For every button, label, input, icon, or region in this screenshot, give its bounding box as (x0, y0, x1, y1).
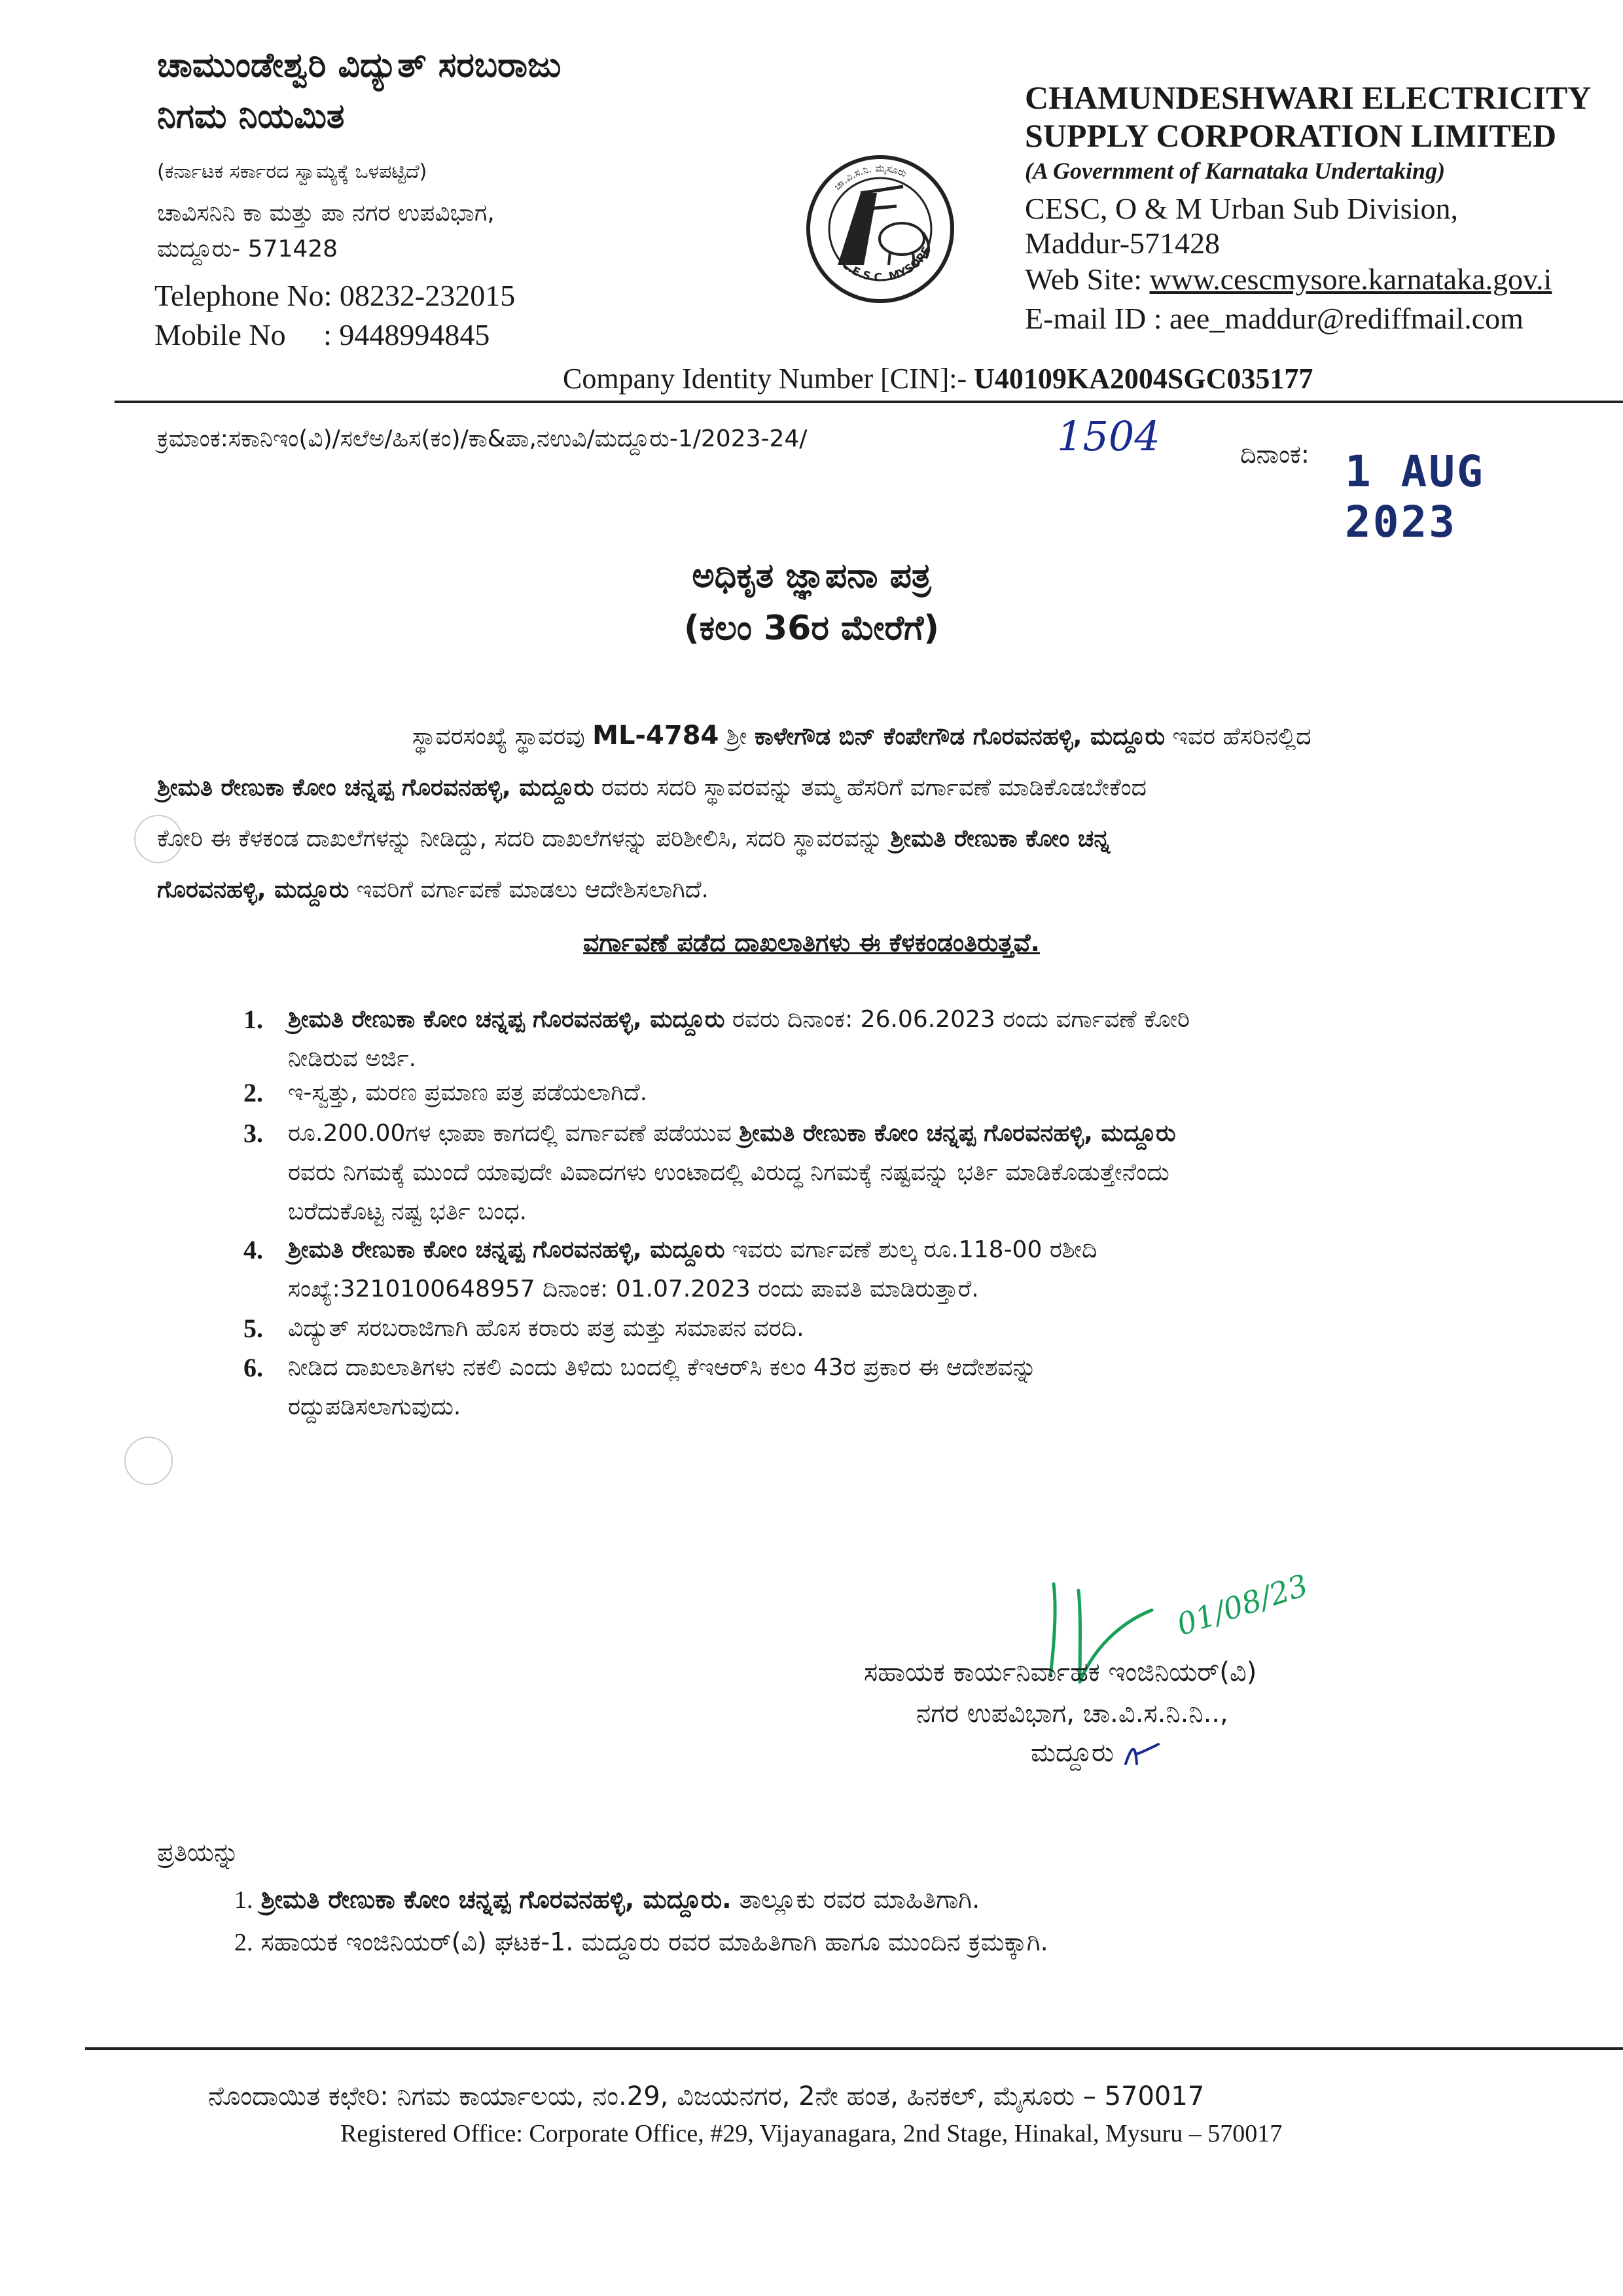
intro-line-2: ಶ್ರೀಮತಿ ರೇಣುಕಾ ಕೋಂ ಚನ್ನಪ್ಪ ಗೊರವನಹಳ್ಳಿ, ಮದ್ದೂರು ರವರು ಸದರಿ ಸ್ಥಾವರವನ್ನು ತಮ್ಮ ಹೆಸರಿಗೆ ವರ್ಗಾವಣೆ ಮಾಡಿಕೊಡಬೇಕೆಂದ (157, 774, 1147, 801)
handwritten-reference-number: 1504 (1057, 412, 1160, 460)
website-label: Web Site: (1025, 262, 1150, 296)
date-label: ದಿನಾಂಕ: (1240, 440, 1310, 469)
reference-number: ಕ್ರಮಾಂಕ:ಸಕಾನಿಇಂ(ವಿ)/ಸಲೆಅ/ಹಿಸ(ಕಂ)/ಕಾ&ಪಾ,ನಉವಿ/ಮದ್ದೂರು-1/2023-24/ (157, 425, 808, 452)
list-item: 2. ಇ-ಸ್ವತ್ತು, ಮರಣ ಪ್ರಮಾಣ ಪತ್ರ ಪಡೆಯಲಾಗಿದೆ. (243, 1078, 648, 1107)
list-item: 6. ನೀಡಿದ ದಾಖಲಾತಿಗಳು ನಕಲಿ ಎಂದು ತಿಳಿದು ಬಂದಲ್ಲಿ ಕೆಇಆರ್‌ಸಿ ಕಲಂ 43ರ ಪ್ರಕಾರ ಈ ಆದೇಶವನ್ನು ರದ್ದುಪಡಿಸಲಾಗುವುದು. (243, 1353, 1037, 1420)
org-name-kannada-line1: ಚಾಮುಂಡೇಶ್ವರಿ ವಿದ್ಯುತ್ ಸರಬರಾಜು (157, 46, 562, 85)
signatory-office: ನಗರ ಉಪವಿಭಾಗ, ಚಾ.ವಿ.ಸ.ನಿ.ನಿ.., (916, 1698, 1228, 1729)
mobile-value: : 9448994845 (323, 318, 490, 351)
org-name-english-line1: CHAMUNDESHWARI ELECTRICITY (1025, 79, 1592, 116)
intro-line-4: ಗೊರವನಹಳ್ಳಿ, ಮದ್ದೂರು ಇವರಿಗೆ ವರ್ಗಾವಣೆ ಮಾಡಲು ಆದೇಶಿಸಲಾಗಿದೆ. (157, 876, 709, 903)
signatory-place: ಮದ್ದೂರು (1031, 1738, 1162, 1770)
copies-heading: ಪ್ರತಿಯನ್ನು (157, 1838, 240, 1867)
list-item: 5. ವಿದ್ಯುತ್ ಸರಬರಾಜಿಗಾಗಿ ಹೊಸ ಕರಾರು ಪತ್ರ ಮತ್ತು ಸಮಾಪನ ವರದಿ. (243, 1314, 804, 1343)
cin-label: Company Identity Number [CIN]:- (563, 363, 974, 395)
address-kannada: ಮದ್ದೂರು- 571428 (157, 236, 338, 262)
logo-top-text: ಚಾ.ವಿ.ಸ.ನಿ. ಮೈಸೂರು (831, 162, 909, 193)
memo-subtitle: (ಕಲಂ 36ರ ಮೇರೆಗೆ) (683, 609, 940, 648)
company-identity-number (563, 362, 1313, 395)
registered-office-english: Registered Office: Corporate Office, #29, Vijayanagara, 2nd Stage, Hinakal, Mysuru – 570017 (340, 2120, 1283, 2147)
cin-value: U40109KA2004SGC035177 (974, 363, 1313, 395)
website-link[interactable]: www.cescmysore.karnataka.gov.i (1149, 262, 1552, 296)
punch-hole-bottom (124, 1437, 173, 1485)
org-name-english-line2: SUPPLY CORPORATION LIMITED (1025, 117, 1557, 154)
list-item: 4. ಶ್ರೀಮತಿ ರೇಣುಕಾ ಕೋಂ ಚನ್ನಪ್ಪ ಗೊರವನಹಳ್ಳಿ, ಮದ್ದೂರು ಇವರು ವರ್ಗಾವಣೆ ಶುಲ್ಕ ರೂ.118-00 ರಶೀದಿ ಸಂಖ್ಯೆ:3210100648957 ದಿನಾಂಕ: 01.07.2023 ರಂದು ಪಾವತಿ ಮಾಡಿರುತ್ತಾರೆ. (243, 1235, 1097, 1302)
subdivision-english: CESC, O & M Urban Sub Division, (1025, 192, 1458, 225)
cesc-logo (798, 147, 962, 311)
footer-divider (85, 2047, 1623, 2050)
date-stamp: 1 AUG 2023 (1345, 446, 1485, 547)
registered-office-kannada: ನೊಂದಾಯಿತ ಕಛೇರಿ: ನಿಗಮ ಕಾರ್ಯಾಲಯ, ನಂ.29, ವಿಜಯನಗರ, 2ನೇ ಹಂತ, ಹಿನಕಲ್, ಮೈಸೂರು – 570017 (208, 2081, 1205, 2111)
govt-undertaking-kannada: (ಕರ್ನಾಟಕ ಸರ್ಕಾರದ ಸ್ವಾಮ್ಯಕ್ಕೆ ಒಳಪಟ್ಟಿದೆ) (157, 160, 427, 183)
intro-line-1: ಸ್ಥಾವರಸಂಖ್ಯೆ ಸ್ಥಾವರವು ML-4784 ಶ್ರೀ ಕಾಳೇಗೌಡ ಬಿನ್ ಕೆಂಪೇಗೌಡ ಗೊರವನಹಳ್ಳಿ, ಮದ್ದೂರು ಇವರ ಹೆಸರಿನಲ್ಲಿದ (412, 721, 1311, 751)
telephone-number: Telephone No: 08232-232015 (154, 279, 516, 312)
mobile-number (154, 317, 490, 352)
website-line (1025, 262, 1552, 296)
documents-subheading: ವರ್ಗಾವಣೆ ಪಡೆದ ದಾಖಲಾತಿಗಳು ಈ ಕೆಳಕಂಡಂತಿರುತ್ತವೆ. (582, 928, 1040, 957)
list-item: 3. ರೂ.200.00ಗಳ ಛಾಪಾ ಕಾಗದಲ್ಲಿ ವರ್ಗಾವಣೆ ಪಡೆಯುವ ಶ್ರೀಮತಿ ರೇಣುಕಾ ಕೋಂ ಚನ್ನಪ್ಪ ಗೊರವನಹಳ್ಳಿ, ಮದ್ದೂರು ರವರು ನಿಗಮಕ್ಕೆ ಮುಂದೆ ಯಾವುದೇ ವಿವಾದಗಳು ಉಂಟಾದಲ್ಲಿ ವಿರುದ್ಧ ನಿಗಮಕ್ಕೆ ನಷ್ಟವನ್ನು ಭರ್ತಿ ಮಾಡಿಕೊಡುತ್ತೇನೆಂದು ಬರೆದುಕೊಟ್ಟ ನಷ್ಟ ಭರ್ತಿ ಬಂಧ. (243, 1119, 1176, 1225)
logo-bottom-text: C.E.S.C. MYSORE (839, 245, 934, 285)
intro-paragraph (157, 710, 1616, 916)
handwritten-signature-date: 01/08/23 (1172, 1567, 1312, 1643)
email-line: E-mail ID : aee_maddur@rediffmail.com (1025, 302, 1524, 335)
copy-item: 1. ಶ್ರೀಮತಿ ರೇಣುಕಾ ಕೋಂ ಚನ್ನಪ್ಪ ಗೊರವನಹಳ್ಳಿ, ಮದ್ದೂರು. ತಾಲ್ಲೂಕು ರವರ ಮಾಹಿತಿಗಾಗಿ. (234, 1885, 980, 1914)
copy-item: 2. ಸಹಾಯಕ ಇಂಜಿನಿಯರ್(ವಿ) ಘಟಕ-1. ಮದ್ದೂರು ರವರ ಮಾಹಿತಿಗಾಗಿ ಹಾಗೂ ಮುಂದಿನ ಕ್ರಮಕ್ಕಾಗಿ. (234, 1928, 1048, 1956)
handwritten-initial (1122, 1738, 1162, 1770)
header-divider (115, 401, 1623, 403)
govt-undertaking-english: (A Government of Karnataka Undertaking) (1025, 158, 1446, 184)
mobile-label: Mobile No (154, 318, 286, 351)
address-english: Maddur-571428 (1025, 226, 1221, 260)
memo-title: ಅಧಿಕೃತ ಜ್ಞಾಪನಾ ಪತ್ರ (692, 556, 931, 596)
org-name-kannada-line2: ನಿಗಮ ನಿಯಮಿತ (157, 97, 345, 136)
signatory-designation: ಸಹಾಯಕ ಕಾರ್ಯನಿರ್ವಾಹಕ ಇಂಜಿನಿಯರ್(ವಿ) (864, 1657, 1257, 1687)
list-item: 1. ಶ್ರೀಮತಿ ರೇಣುಕಾ ಕೋಂ ಚನ್ನಪ್ಪ ಗೊರವನಹಳ್ಳಿ, ಮದ್ದೂರು ರವರು ದಿನಾಂಕ: 26.06.2023 ರಂದು ವರ್ಗಾವಣೆ ಕೋರಿ ನೀಡಿರುವ ಅರ್ಜಿ. (243, 1005, 1190, 1072)
intro-line-3: ಕೋರಿ ಈ ಕೆಳಕಂಡ ದಾಖಲೆಗಳನ್ನು ನೀಡಿದ್ದು, ಸದರಿ ದಾಖಲೆಗಳನ್ನು ಪರಿಶೀಲಿಸಿ, ಸದರಿ ಸ್ಥಾವರವನ್ನು ಶ್ರೀಮತಿ ರೇಣುಕಾ ಕೋಂ ಚನ್ನ (157, 825, 1111, 852)
subdivision-kannada: ಚಾವಿಸನಿನಿ ಕಾ ಮತ್ತು ಪಾ ನಗರ ಉಪವಿಭಾಗ, (157, 200, 495, 226)
